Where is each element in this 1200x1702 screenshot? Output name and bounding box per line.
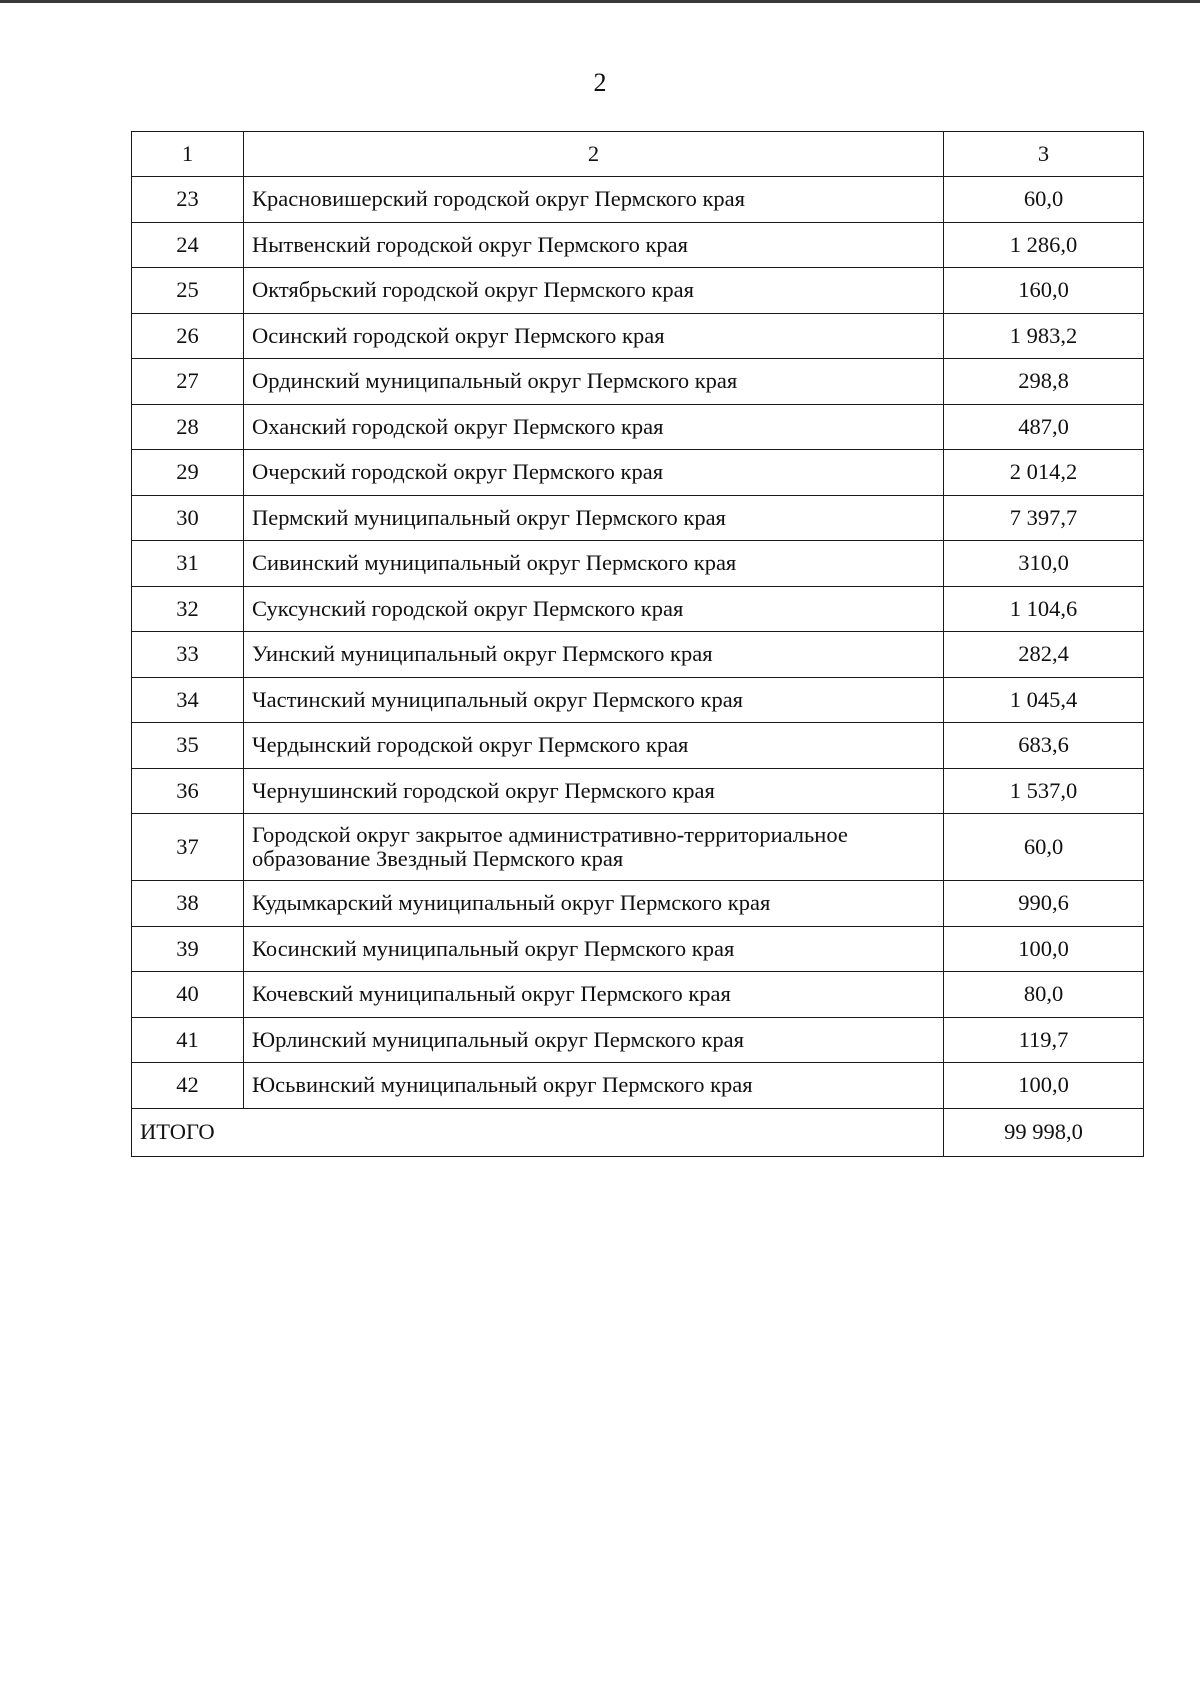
page-number: 2 — [593, 68, 607, 97]
municipality-name — [244, 814, 944, 881]
amount-value: 1 045,4 — [944, 677, 1144, 723]
row-number: 35 — [132, 723, 244, 769]
municipality-name-line-2: образование Звездный Пермского края — [252, 846, 624, 871]
scan-edge — [0, 0, 1200, 3]
municipality-name: Чердынский городской округ Пермского края — [244, 723, 944, 769]
municipality-name: Оханский городской округ Пермского края — [244, 404, 944, 450]
amount-value: 100,0 — [944, 1063, 1144, 1109]
municipality-name: Частинский муниципальный округ Пермского края — [244, 677, 944, 723]
row-number: 42 — [132, 1063, 244, 1109]
table-row — [132, 450, 1144, 496]
municipality-name: Нытвенский городской округ Пермского края — [244, 222, 944, 268]
row-number: 36 — [132, 768, 244, 814]
row-number: 31 — [132, 541, 244, 587]
municipality-name: Очерский городской округ Пермского края — [244, 450, 944, 496]
row-number: 27 — [132, 359, 244, 405]
amount-value: 2 014,2 — [944, 450, 1144, 496]
table-header-row — [132, 132, 1144, 177]
total-row — [132, 1108, 1144, 1156]
municipality-name: Кочевский муниципальный округ Пермского края — [244, 972, 944, 1018]
table-row — [132, 1063, 1144, 1109]
column-header-3: 3 — [944, 132, 1144, 177]
row-number: 33 — [132, 632, 244, 678]
amount-value: 100,0 — [944, 926, 1144, 972]
row-number: 23 — [132, 177, 244, 223]
table-row — [132, 313, 1144, 359]
municipality-name: Суксунский городской округ Пермского края — [244, 586, 944, 632]
row-number: 30 — [132, 495, 244, 541]
amount-value: 60,0 — [944, 814, 1144, 881]
amount-value: 1 286,0 — [944, 222, 1144, 268]
row-number: 25 — [132, 268, 244, 314]
amount-value: 487,0 — [944, 404, 1144, 450]
amount-value: 1 104,6 — [944, 586, 1144, 632]
table-row — [132, 404, 1144, 450]
row-number: 34 — [132, 677, 244, 723]
amount-value: 160,0 — [944, 268, 1144, 314]
row-number: 32 — [132, 586, 244, 632]
table-row — [132, 972, 1144, 1018]
row-number: 37 — [132, 814, 244, 881]
table-row — [132, 495, 1144, 541]
row-number: 26 — [132, 313, 244, 359]
row-number: 28 — [132, 404, 244, 450]
municipality-name: Юрлинский муниципальный округ Пермского края — [244, 1017, 944, 1063]
table-row — [132, 632, 1144, 678]
municipality-name: Косинский муниципальный округ Пермского края — [244, 926, 944, 972]
row-number: 24 — [132, 222, 244, 268]
municipality-name: Чернушинский городской округ Пермского края — [244, 768, 944, 814]
amount-value: 1 537,0 — [944, 768, 1144, 814]
municipality-name: Красновишерский городской округ Пермского края — [244, 177, 944, 223]
table-row — [132, 677, 1144, 723]
municipality-name: Сивинский муниципальный округ Пермского края — [244, 541, 944, 587]
row-number: 41 — [132, 1017, 244, 1063]
row-number: 38 — [132, 881, 244, 927]
amount-value: 119,7 — [944, 1017, 1144, 1063]
municipality-name: Кудымкарский муниципальный округ Пермского края — [244, 881, 944, 927]
allocation-table — [131, 131, 1144, 1157]
municipality-name-line-1: Городской округ закрытое административно-территориальное — [252, 822, 848, 847]
table-row — [132, 768, 1144, 814]
table-row — [132, 814, 1144, 881]
amount-value: 80,0 — [944, 972, 1144, 1018]
municipality-name: Ординский муниципальный округ Пермского края — [244, 359, 944, 405]
table-row — [132, 926, 1144, 972]
total-label: ИТОГО — [132, 1108, 944, 1156]
amount-value: 683,6 — [944, 723, 1144, 769]
table-row — [132, 177, 1144, 223]
table-row — [132, 359, 1144, 405]
municipality-name: Юсьвинский муниципальный округ Пермского края — [244, 1063, 944, 1109]
table-row — [132, 723, 1144, 769]
municipality-name: Уинский муниципальный округ Пермского края — [244, 632, 944, 678]
row-number: 29 — [132, 450, 244, 496]
table-row — [132, 222, 1144, 268]
table-row — [132, 881, 1144, 927]
amount-value: 990,6 — [944, 881, 1144, 927]
total-amount: 99 998,0 — [944, 1108, 1144, 1156]
table-row — [132, 268, 1144, 314]
table-row — [132, 1017, 1144, 1063]
row-number: 40 — [132, 972, 244, 1018]
amount-value: 7 397,7 — [944, 495, 1144, 541]
table-row — [132, 586, 1144, 632]
amount-value: 298,8 — [944, 359, 1144, 405]
municipality-name: Октябрьский городской округ Пермского края — [244, 268, 944, 314]
amount-value: 310,0 — [944, 541, 1144, 587]
column-header-1: 1 — [132, 132, 244, 177]
amount-value: 60,0 — [944, 177, 1144, 223]
municipality-name: Осинский городской округ Пермского края — [244, 313, 944, 359]
municipality-name: Пермский муниципальный округ Пермского края — [244, 495, 944, 541]
amount-value: 1 983,2 — [944, 313, 1144, 359]
amount-value: 282,4 — [944, 632, 1144, 678]
row-number: 39 — [132, 926, 244, 972]
column-header-2: 2 — [244, 132, 944, 177]
table-row — [132, 541, 1144, 587]
